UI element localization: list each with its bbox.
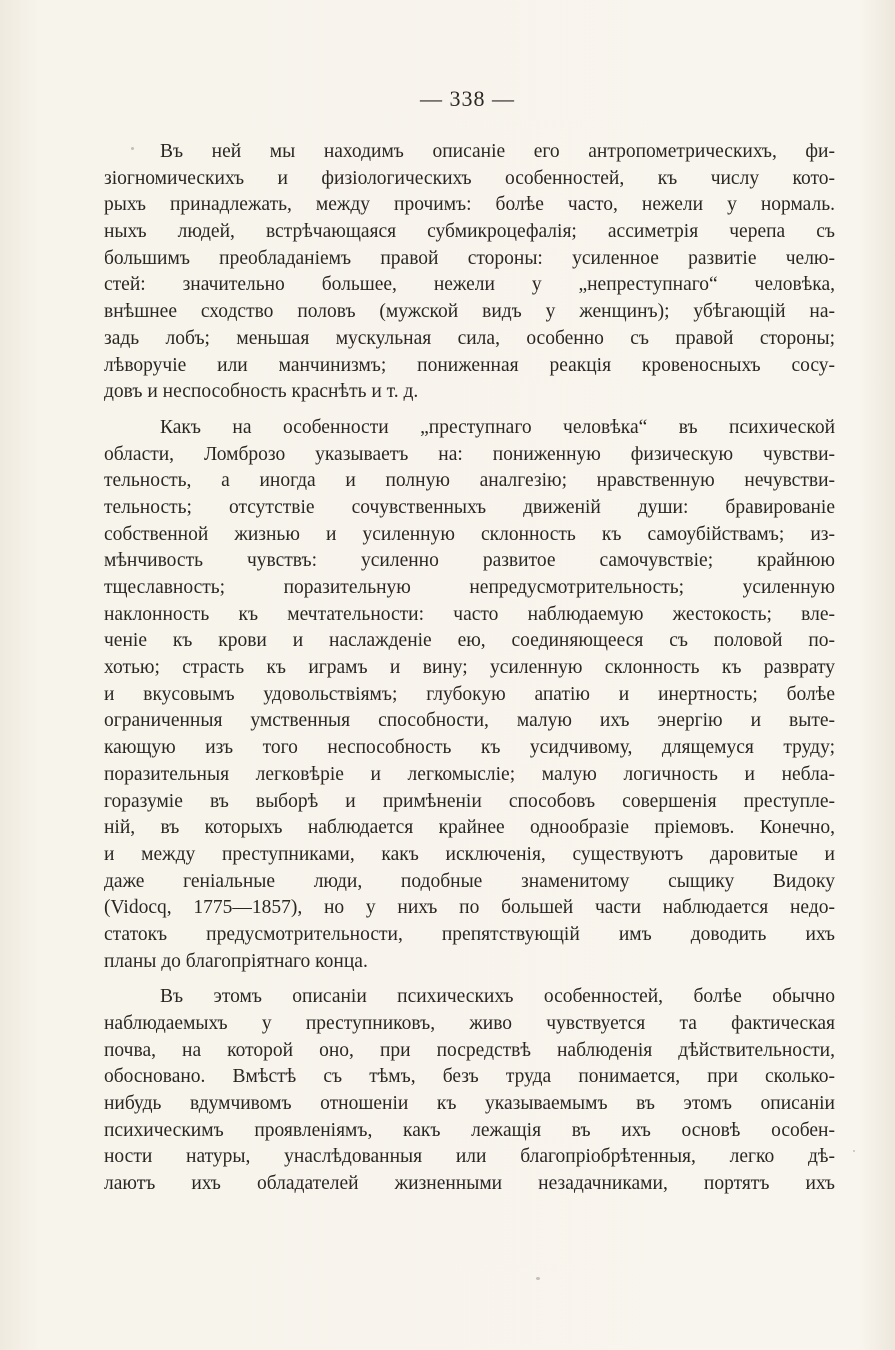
text-line: Какъ на особенности „преступнаго человѣка“ въ психической (160, 416, 835, 438)
text-line: кающую изъ того неспособность къ усидчивому, длящемуся труду; (104, 737, 835, 759)
text-line: горазуміе въ выборѣ и примѣненіи способовъ совершенія преступле- (104, 790, 835, 812)
text-line: зіогномическихъ и физіологическихъ особенностей, къ числу кото- (104, 167, 835, 189)
text-line: тельность, а иногда и полную аналгезію; нравственную нечувстви- (104, 470, 835, 492)
text-line: и между преступниками, какъ исключенія, существуютъ даровитые и (104, 843, 835, 865)
text-line: лѣворучіе или манчинизмъ; пониженная реакція кровеносныхъ сосу- (104, 354, 835, 376)
text-line: психическимъ проявленіямъ, какъ лежащія въ ихъ основѣ особен- (104, 1119, 835, 1141)
text-line: мѣнчивость чувствъ: усиленно развитое самочувствіе; крайнюю (104, 550, 835, 572)
text-line: рыхъ принадлежать, между прочимъ: болѣе часто, нежели у нормаль. (104, 194, 835, 216)
text-line: и вкусовымъ удовольствіямъ; глубокую апатію и инертность; болѣе (104, 683, 835, 705)
text-line: Въ ней мы находимъ описаніе его антропометрическихъ, фи- (160, 141, 835, 162)
text-line: наблюдаемыхъ у преступниковъ, живо чувствуется та фактическая (104, 1013, 835, 1034)
text-line: тщеславность; поразительную непредусмотрительность; усиленную (104, 577, 835, 598)
text-line: нибудь вдумчивомъ отношеніи къ указываемымъ въ этомъ описаніи (104, 1093, 835, 1115)
text-line: собственной жизнью и усиленную склонность къ самоубійствамъ; из- (104, 523, 835, 545)
text-line: поразительныя легковѣріе и легкомысліе; малую логичность и небла- (104, 763, 835, 785)
paragraph-3 (104, 984, 835, 1198)
text-line: ній, въ которыхъ наблюдается крайнее однообразіе пріемовъ. Конечно, (104, 817, 835, 839)
page-number: — 338 — (420, 86, 515, 111)
paper-speck (536, 1277, 540, 1280)
text-line: даже геніальные люди, подобные знаменитому сыщику Видоку (104, 870, 835, 892)
text-line: (Vidocq, 1775—1857), но у нихъ по большей части наблюдается недо- (104, 897, 835, 919)
text-line: внѣшнее сходство половъ (мужской видъ у женщинъ); убѣгающій на- (104, 301, 835, 323)
text-line: области, Ломброзо указываетъ на: пониженную физическую чувстви- (104, 443, 835, 465)
text-line: статокъ предусмотрительности, препятствующій имъ доводить ихъ (104, 923, 835, 945)
text-line: обосновано. Вмѣстѣ съ тѣмъ, безъ труда понимается, при сколько- (104, 1066, 835, 1088)
text-line: ограниченныя умственныя способности, малую ихъ энергію и выте- (104, 710, 835, 732)
paper-speck (853, 1150, 855, 1152)
text-line: наклонность къ мечтательности: часто наблюдаемую жестокость; вле- (104, 603, 835, 625)
text-line: лаютъ ихъ обладателей жизненными незадачниками, портятъ ихъ (104, 1173, 835, 1195)
text-line: Въ этомъ описаніи психическихъ особенностей, болѣе обычно (160, 986, 835, 1008)
text-line: ныхъ людей, встрѣчающаяся субмикроцефалія; ассиметрія черепа съ (104, 221, 835, 243)
text-line: почва, на которой оно, при посредствѣ наблюденія дѣйствительности, (104, 1039, 835, 1061)
text-line: хотью; страсть къ играмъ и вину; усиленную склонность къ разврату (104, 657, 835, 679)
text-line: планы до благопріятнаго конца. (104, 950, 368, 972)
text-line: довъ и неспособность краснѣть и т. д. (104, 381, 419, 403)
text-line: большимъ преобладаніемъ правой стороны: усиленное развитіе челю- (104, 247, 835, 269)
text-line: задь лобъ; меньшая мускульная сила, особенно съ правой стороны; (104, 327, 835, 349)
body-text (104, 139, 835, 1207)
text-line: стей: значительно большее, нежели у „непреступнаго“ человѣка, (104, 274, 835, 296)
paper-speck (131, 147, 134, 150)
text-line: тельность; отсутствіе сочувственныхъ движеній души: бравированіе (104, 496, 835, 518)
paragraph-1 (104, 139, 835, 406)
text-line: ченіе къ крови и наслажденіе ею, соединяющееся съ половой по- (104, 630, 835, 652)
text-line: ности натуры, унаслѣдованныя или благопріобрѣтенныя, легко дѣ- (104, 1146, 835, 1168)
paragraph-2 (104, 415, 835, 975)
